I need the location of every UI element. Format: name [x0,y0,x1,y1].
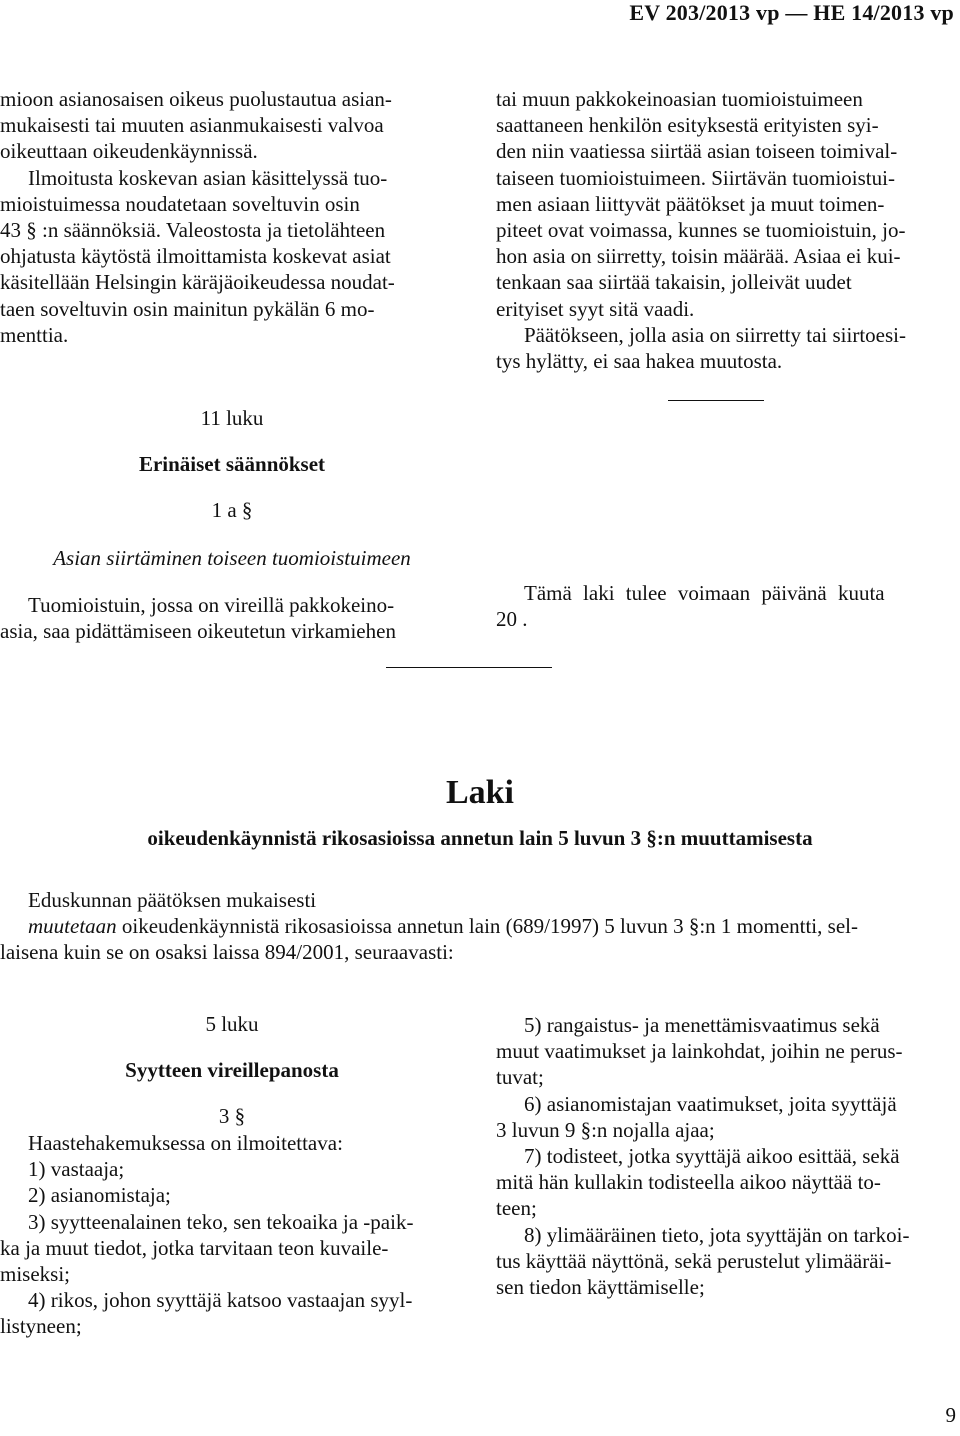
text-line: mioistuimessa noudatetaan soveltuvin osin [0,191,360,216]
text-line: Haastehakemuksessa on ilmoitettava: [28,1131,343,1155]
separator-rule [386,667,552,668]
text-line: sen tiedon käyttämiselle; [496,1275,705,1300]
text-line: listyneen; [0,1314,82,1339]
text-line: 1) vastaaja; [28,1157,125,1182]
text-line: taen soveltuvin osin mainitun pykälän 6 mo- [0,296,375,321]
text-line: men asiaan liittyvät päätökset ja muut toimen- [496,191,885,216]
chapter-number: 5 luku [205,1012,259,1036]
text-line: hon asia on siirretty, toisin määrää. Asiaa ei kui- [496,244,901,269]
preamble-line: laisena kuin se on osaksi laissa 894/2001, seuraavasti: [0,940,454,964]
text-line: saattaneen henkilön esityksestä erityisten syi- [496,113,879,138]
separator-rule [668,400,764,401]
preamble-line [28,913,858,939]
page-number: 9 [945,1403,956,1427]
text-line: Tuomioistuin, jossa on vireillä pakkokeino- [28,593,395,617]
law-subtitle: oikeudenkäynnistä rikosasioissa annetun lain 5 luvun 3 §:n muuttamisesta [147,826,813,850]
text-line: tys hylätty, ei saa hakea muutosta. [496,349,783,374]
preamble-line: Eduskunnan päätöksen mukaisesti [28,888,317,912]
running-header: EV 203/2013 vp — HE 14/2013 vp [629,0,954,25]
text-line: tenkaan saa siirtää takaisin, jolleivät uudet [496,270,852,295]
text-line: 4) rikos, johon syyttäjä katsoo vastaajan syyl- [28,1288,413,1313]
text-line: 5) rangaistus- ja menettämisvaatimus sekä [524,1013,880,1037]
law-title: Laki [445,774,515,811]
text-line: 7) todisteet, jotka syyttäjä aikoo esittää, sekä [524,1144,900,1169]
chapter-title: Erinäiset säännökset [138,452,326,476]
text-line: tai muun pakkokeinoasian tuomioistuimeen [496,87,863,111]
top-left-column [0,86,464,348]
text-line: miseksi; [0,1262,71,1287]
text-line: Tämä laki tulee voimaan päivänä kuuta [524,581,885,605]
text-line: asia, saa pidättämiseen oikeutetun virkamiehen [0,619,396,644]
text-line: 2) asianomistaja; [28,1183,171,1208]
text-line: mukaisesti tai muuten asianmukaisesti valvoa [0,113,384,138]
text-line: ka ja muut tiedot, jotka tarvitaan teon kuvaile- [0,1235,389,1260]
text-line: taiseen tuomioistuimeen. Siirtävän tuomioistui- [496,165,895,190]
text-line: oikeuttaan oikeudenkäynnissä. [0,139,258,164]
text-line: den niin vaatiessa siirtää asian toiseen toimival- [496,139,898,164]
text-line: 20 . [496,607,528,632]
text-line: tuvat; [496,1065,544,1090]
text-line: 8) ylimääräinen tieto, jota syyttäjän on tarkoi- [524,1222,910,1247]
preamble-keyword: muutetaan [28,914,117,938]
text-line: Ilmoitusta koskevan asian käsittelyssä tuo- [28,165,388,190]
text-line: mioon asianosaisen oikeus puolustautua asian- [0,87,392,111]
chapter-number: 11 luku [200,406,264,430]
text-line: Päätökseen, jolla asia on siirretty tai siirtoesi- [524,322,906,347]
preamble-text: oikeudenkäynnistä rikosasioissa annetun lain (689/1997) 5 luvun 3 §:n 1 momentti, sel- [116,914,858,938]
text-line: tus käyttää näyttönä, sekä perustelut ylimääräi- [496,1248,892,1273]
text-line: 3) syytteenalainen teko, sen tekoaika ja -paik- [28,1209,414,1234]
text-line: 3 luvun 9 §:n nojalla ajaa; [496,1117,715,1142]
bottom-left-column [0,1130,464,1340]
section-number: 3 § [218,1104,246,1128]
text-line: 43 § :n säännöksiä. Valeostosta ja tietolähteen [0,218,386,243]
section-number: 1 a § [211,498,253,522]
text-line: teen; [496,1196,537,1221]
text-line: muut vaatimukset ja lainkohdat, joihin ne perus- [496,1039,903,1064]
text-line: menttia. [0,322,69,347]
effective-clause [496,580,960,632]
text-line: käsitellään Helsingin käräjäoikeudessa noudat- [0,270,395,295]
section-text [0,592,464,644]
section-title: Asian siirtäminen toiseen tuomioistuimeen [53,546,411,570]
chapter-title: Syytteen vireillepanosta [125,1058,339,1082]
bottom-right-column [496,1012,960,1300]
text-line: ohjatusta käytöstä ilmoittamista koskevat asiat [0,244,391,269]
top-right-column [496,86,960,374]
text-line: mitä hän kullakin todisteella aikoo näyttää to- [496,1170,881,1195]
text-line: piteet ovat voimassa, kunnes se tuomioistuin, jo- [496,218,906,243]
text-line: erityiset syyt sitä vaadi. [496,296,695,321]
text-line: 6) asianomistajan vaatimukset, joita syyttäjä [524,1091,897,1116]
